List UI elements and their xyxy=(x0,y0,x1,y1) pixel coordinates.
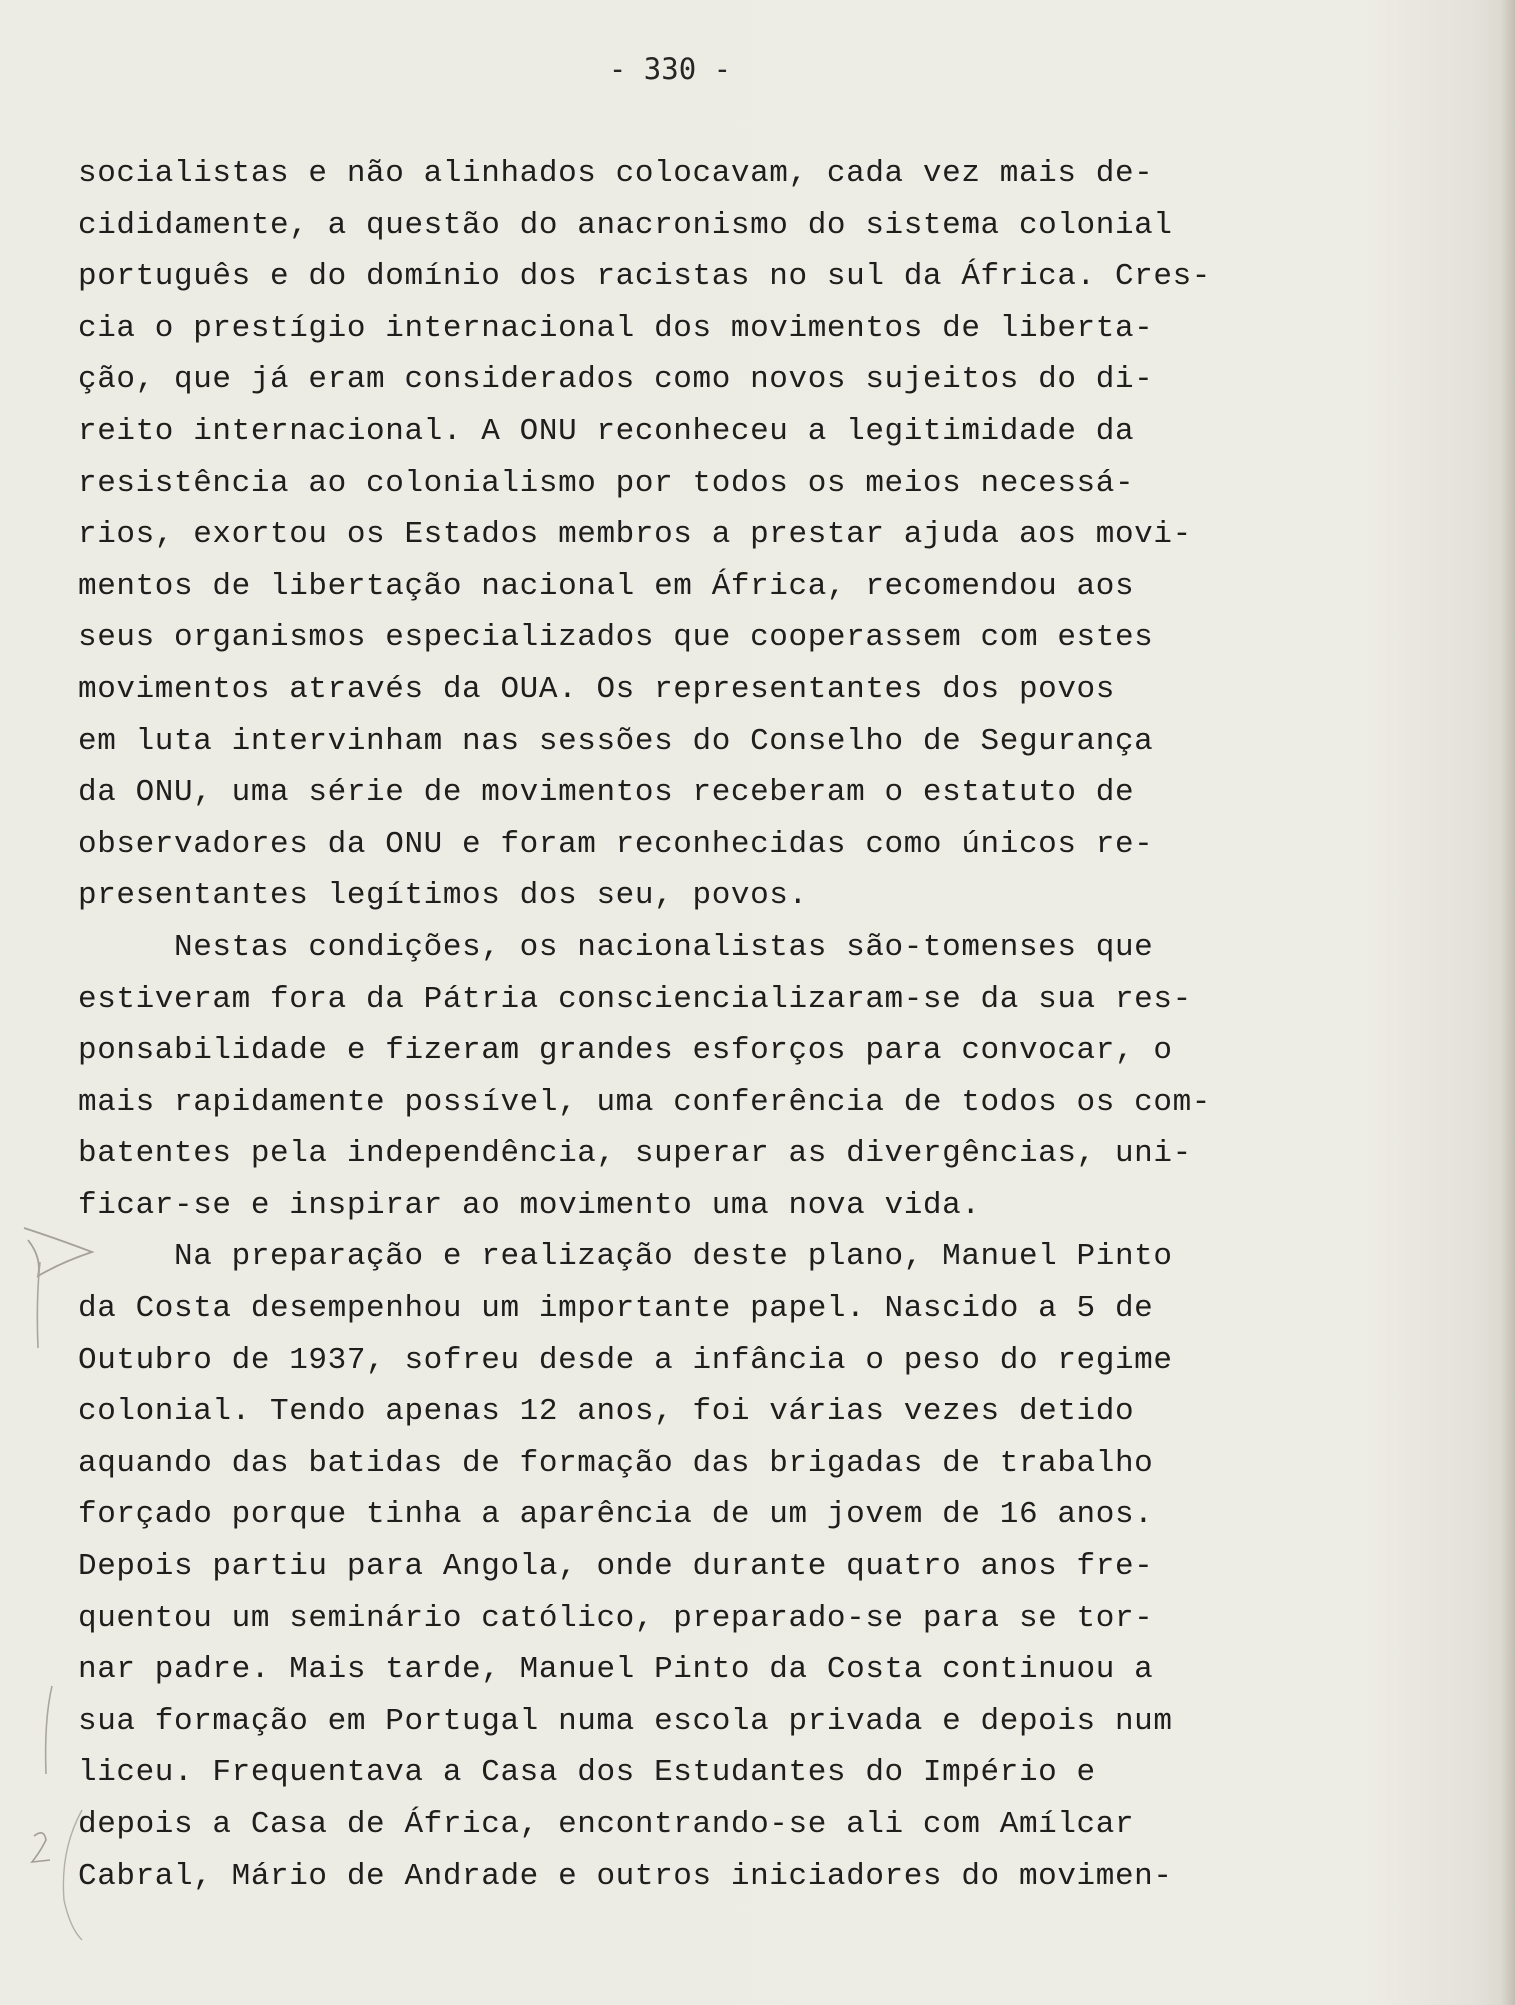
text-line: Outubro de 1937, sofreu desde a infância o peso do regime xyxy=(78,1342,1173,1378)
text-line: colonial. Tendo apenas 12 anos, foi várias vezes detido xyxy=(78,1394,1135,1430)
text-line: em luta intervinham nas sessões do Conselho de Segurança xyxy=(78,723,1154,759)
body-text xyxy=(78,148,1338,1902)
text-line: ficar-se e inspirar ao movimento uma nova vida. xyxy=(78,1187,981,1223)
text-line: da ONU, uma série de movimentos receberam o estatuto de xyxy=(78,775,1135,811)
margin-pencil-marks xyxy=(0,0,120,2005)
margin-bracket-mark xyxy=(63,1810,82,1940)
margin-arrow-mark xyxy=(24,1228,92,1276)
text-line: Depois partiu para Angola, onde durante quatro anos fre- xyxy=(78,1549,1154,1585)
text-line: português e do domínio dos racistas no sul da África. Cres- xyxy=(78,259,1211,295)
text-line: aquando das batidas de formação das brigadas de trabalho xyxy=(78,1445,1154,1481)
text-line: movimentos através da OUA. Os representantes dos povos xyxy=(78,671,1115,707)
page-number: - 330 - xyxy=(608,52,732,86)
text-line: quentou um seminário católico, preparado-se para se tor- xyxy=(78,1600,1154,1636)
text-line: socialistas e não alinhados colocavam, cada vez mais de- xyxy=(78,156,1154,191)
margin-number-mark xyxy=(32,1833,50,1862)
text-line: depois a Casa de África, encontrando-se ali com Amílcar xyxy=(78,1807,1135,1842)
text-line: rios, exortou os Estados membros a prestar ajuda aos movi- xyxy=(78,517,1192,553)
text-line: forçado porque tinha a aparência de um jovem de 16 anos. xyxy=(78,1497,1154,1533)
text-line: cia o prestígio internacional dos movimentos de liberta- xyxy=(78,310,1154,346)
text-line: batentes pela independência, superar as divergências, uni- xyxy=(78,1136,1192,1172)
text-line: Cabral, Mário de Andrade e outros iniciadores do movimen- xyxy=(78,1858,1173,1894)
text-line: observadores da ONU e foram reconhecidas como únicos re- xyxy=(78,826,1154,862)
text-line: da Costa desempenhou um importante papel. Nascido a 5 de xyxy=(78,1291,1154,1327)
paragraph-start-line: Nestas condições, os nacionalistas são-tomenses que xyxy=(78,929,1154,965)
text-line: estiveram fora da Pátria consciencializaram-se da sua res- xyxy=(78,981,1192,1017)
page-edge-shadow xyxy=(1501,0,1515,2005)
margin-bracket-mark xyxy=(46,1686,52,1774)
text-line: sua formação em Portugal numa escola privada e depois num xyxy=(78,1703,1173,1739)
text-line: ção, que já eram considerados como novos sujeitos do di- xyxy=(78,362,1154,398)
text-line: seus organismos especializados que cooperassem com estes xyxy=(78,620,1154,656)
paragraph-start-line: Na preparação e realização deste plano, Manuel Pinto xyxy=(78,1239,1173,1275)
text-line: liceu. Frequentava a Casa dos Estudantes do Império e xyxy=(78,1755,1096,1791)
text-line: reito internacional. A ONU reconheceu a legitimidade da xyxy=(78,413,1135,449)
text-line: resistência ao colonialismo por todos os meios necessá- xyxy=(78,465,1135,501)
text-line: cididamente, a questão do anacronismo do sistema colonial xyxy=(78,207,1173,243)
text-line: mentos de libertação nacional em África, recomendou aos xyxy=(78,568,1135,604)
text-line: mais rapidamente possível, uma conferência de todos os com- xyxy=(78,1084,1211,1120)
text-line: nar padre. Mais tarde, Manuel Pinto da Costa continuou a xyxy=(78,1652,1154,1688)
text-line: ponsabilidade e fizeram grandes esforços para convocar, o xyxy=(78,1033,1173,1069)
text-line: presentantes legítimos dos seu, povos. xyxy=(78,878,808,914)
